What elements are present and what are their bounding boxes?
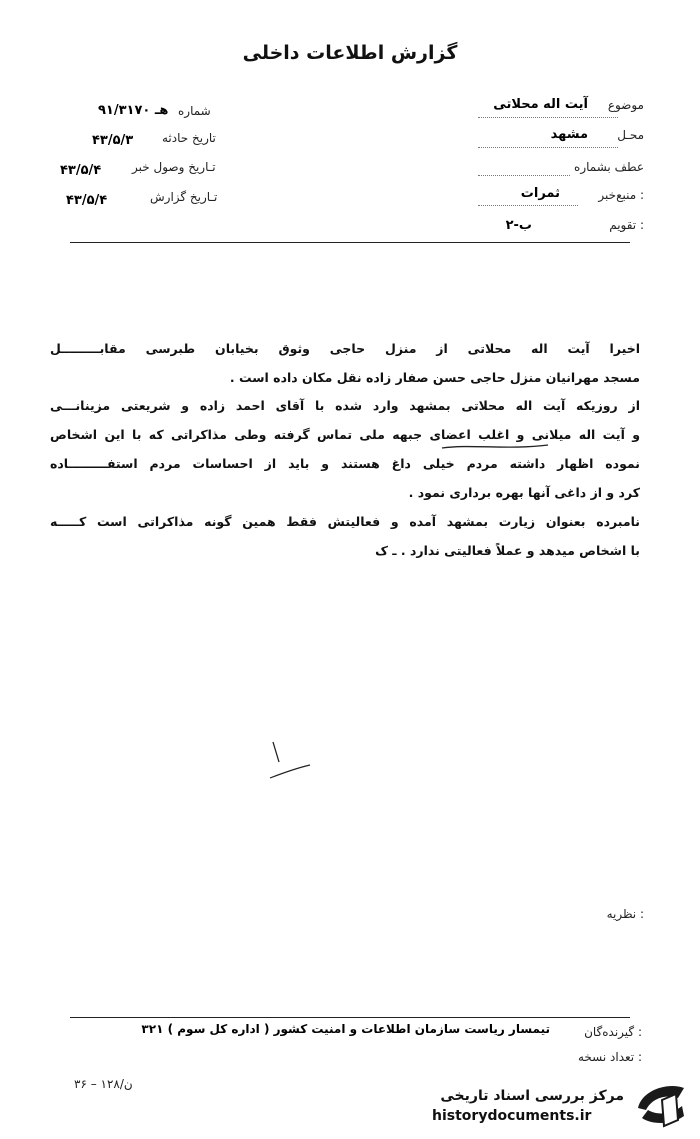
copies-label: تعداد نسخه : bbox=[577, 1050, 642, 1064]
report-title: گزارش اطلاعات داخلی bbox=[242, 42, 458, 64]
body-line: اخیرا آیت اله محلاتی از منزل حاجی وثوق بخیابان طبرسی مقابـــــــــل bbox=[50, 341, 640, 356]
location-dotted-line bbox=[478, 146, 618, 148]
body-line: از روزیکه آیت اله محلاتی بمشهد وارد شده با آقای احمد زاده و شریعتی مزینانـــی bbox=[50, 398, 640, 413]
subject-label: موضوع bbox=[607, 98, 644, 112]
subject-value: آیت اله محلاتی bbox=[493, 97, 588, 112]
form-code: ۳۶ – ۱۲۸/ن bbox=[74, 1077, 133, 1091]
recipients-value: تیمسار ریاست سازمان اطلاعات و امنیت کشور ( اداره کل سوم ) ۳۲۱ bbox=[141, 1022, 550, 1036]
body-line: مسجد مهرانیان منزل حاجی حسن صفار زاده نقل مکان داده است . bbox=[229, 370, 640, 385]
header-divider bbox=[70, 242, 630, 243]
location-label: محـل bbox=[617, 128, 644, 142]
handwritten-mark bbox=[265, 740, 315, 785]
incident-date-label: تاریخ حادثه bbox=[162, 131, 216, 145]
evaluation-label: تقویم : bbox=[609, 218, 644, 232]
watermark-url: historydocuments.ir bbox=[432, 1108, 592, 1124]
footer-divider bbox=[70, 1017, 630, 1018]
evaluation-value: ب-۲ bbox=[505, 218, 532, 233]
watermark-name: مرکز بررسی اسناد تاریخی bbox=[440, 1088, 624, 1104]
received-date-label: تـاریخ وصول خبر bbox=[132, 160, 216, 174]
incident-date-value: ۴۳/۵/۳ bbox=[92, 133, 134, 148]
body-line: کرد و از داغی آنها بهره برداری نمود . bbox=[408, 485, 640, 500]
subject-dotted-line bbox=[478, 116, 618, 118]
report-date-value: ۴۳/۵/۴ bbox=[66, 193, 108, 208]
handwritten-underline bbox=[440, 440, 550, 452]
body-line: و آیت اله میلانی و اغلب اعضای جبهه ملی تماس گرفته وطی مذاکراتی که با این اشخاص bbox=[50, 427, 640, 442]
reference-label: عطف بشماره bbox=[574, 160, 644, 174]
body-line: نموده اظهار داشته مردم خیلی داغ هستند و باید از احساسات مردم استفـــــــــاده bbox=[50, 456, 640, 471]
body-line: با اشخاص میدهد و عملاً فعالیتی ندارد . ـ ک bbox=[375, 543, 640, 558]
source-value: ثمرات bbox=[520, 186, 560, 201]
source-label: منبع‌خبر : bbox=[598, 188, 644, 202]
location-value: مشهد bbox=[550, 127, 588, 142]
reference-dotted-line bbox=[478, 174, 570, 176]
source-dotted-line bbox=[478, 204, 578, 206]
received-date-value: ۴۳/۵/۴ bbox=[60, 163, 102, 178]
opinion-label: نظریه : bbox=[606, 907, 644, 921]
report-date-label: تـاریخ گزارش bbox=[150, 190, 218, 204]
number-value: ۹۱/۳۱۷۰ هـ bbox=[98, 103, 169, 118]
number-label: شماره bbox=[178, 104, 211, 118]
recipients-label: گیرنده‌گان : bbox=[584, 1025, 642, 1039]
archive-logo-icon bbox=[632, 1080, 690, 1132]
body-line: نامبرده بعنوان زیارت بمشهد آمده و فعالیتش فقط همین گونه مذاکراتی است کـــــه bbox=[50, 514, 640, 529]
